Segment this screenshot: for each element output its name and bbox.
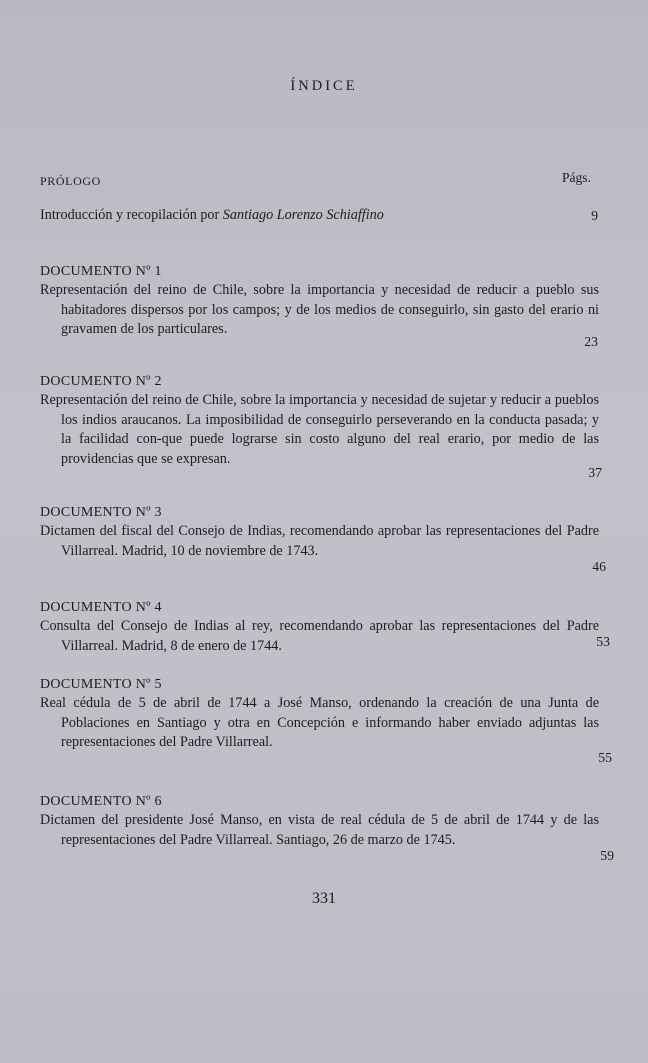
intro-prefix: Introducción y recopilación por — [40, 207, 223, 223]
intro-text — [40, 206, 580, 226]
pags-label: Págs. — [562, 170, 591, 185]
intro-page-number: 9 — [591, 208, 598, 223]
document-page-number: 53 — [596, 634, 610, 649]
document-page-number: 37 — [588, 465, 602, 480]
document-entry-5 — [40, 675, 618, 765]
document-title: DOCUMENTO Nº 4 — [40, 600, 162, 615]
document-entry-4 — [40, 598, 618, 656]
document-title: DOCUMENTO Nº 6 — [40, 794, 162, 809]
document-page-number: 55 — [598, 750, 612, 765]
document-entry-6 — [40, 792, 618, 863]
prologo-label: PRÓLOGO — [40, 174, 101, 188]
document-title: DOCUMENTO Nº 2 — [40, 374, 162, 389]
document-entry-2 — [40, 372, 618, 480]
intro-entry — [40, 206, 618, 226]
index-heading: ÍNDICE — [290, 78, 358, 94]
document-entry-1 — [40, 262, 618, 349]
document-page-number: 23 — [584, 334, 598, 349]
document-description: Representación del reino de Chile, sobre la importancia y necesidad de reducir a pueblo sus habitadores dispersos por los campos; y de los medios de conseguirlo, sin gasto del erario ni gravamen de los particulares. — [40, 282, 599, 337]
document-title: DOCUMENTO Nº 5 — [40, 677, 162, 692]
page-number: 331 — [312, 890, 336, 907]
document-page-number: 46 — [592, 559, 606, 574]
document-entry-3 — [40, 503, 618, 574]
document-title: DOCUMENTO Nº 3 — [40, 505, 162, 520]
document-page-number: 59 — [600, 848, 614, 863]
document-description: Consulta del Consejo de Indias al rey, recomendando aprobar las representaciones del Padre Villarreal. Madrid, 8 de enero de 1744. — [40, 618, 599, 654]
document-description: Dictamen del fiscal del Consejo de Indias, recomendando aprobar las representaciones del Padre Villarreal. Madrid, 10 de noviembre de 1743. — [40, 523, 599, 559]
document-description: Representación del reino de Chile, sobre la importancia y necesidad de sujetar y reducir a pueblos los indios araucanos. La imposibilidad de conseguirlo perseverando en la conducta pasada; y la facilidad con-que puede lograrse sin costo alguno del real erario, por medio de las providencias que se expresan. — [40, 392, 599, 467]
document-title: DOCUMENTO Nº 1 — [40, 264, 162, 279]
intro-author: Santiago Lorenzo Schiaffino — [222, 207, 384, 223]
document-description: Real cédula de 5 de abril de 1744 a José Manso, ordenando la creación de una Junta de Poblaciones en Santiago y otra en Concepción e informando haber enviado adjuntas las representaciones del Padre Villarreal. — [40, 695, 599, 750]
document-description: Dictamen del presidente José Manso, en vista de real cédula de 5 de abril de 1744 y de las representaciones del Padre Villarreal. Santiago, 26 de marzo de 1745. — [40, 812, 599, 848]
